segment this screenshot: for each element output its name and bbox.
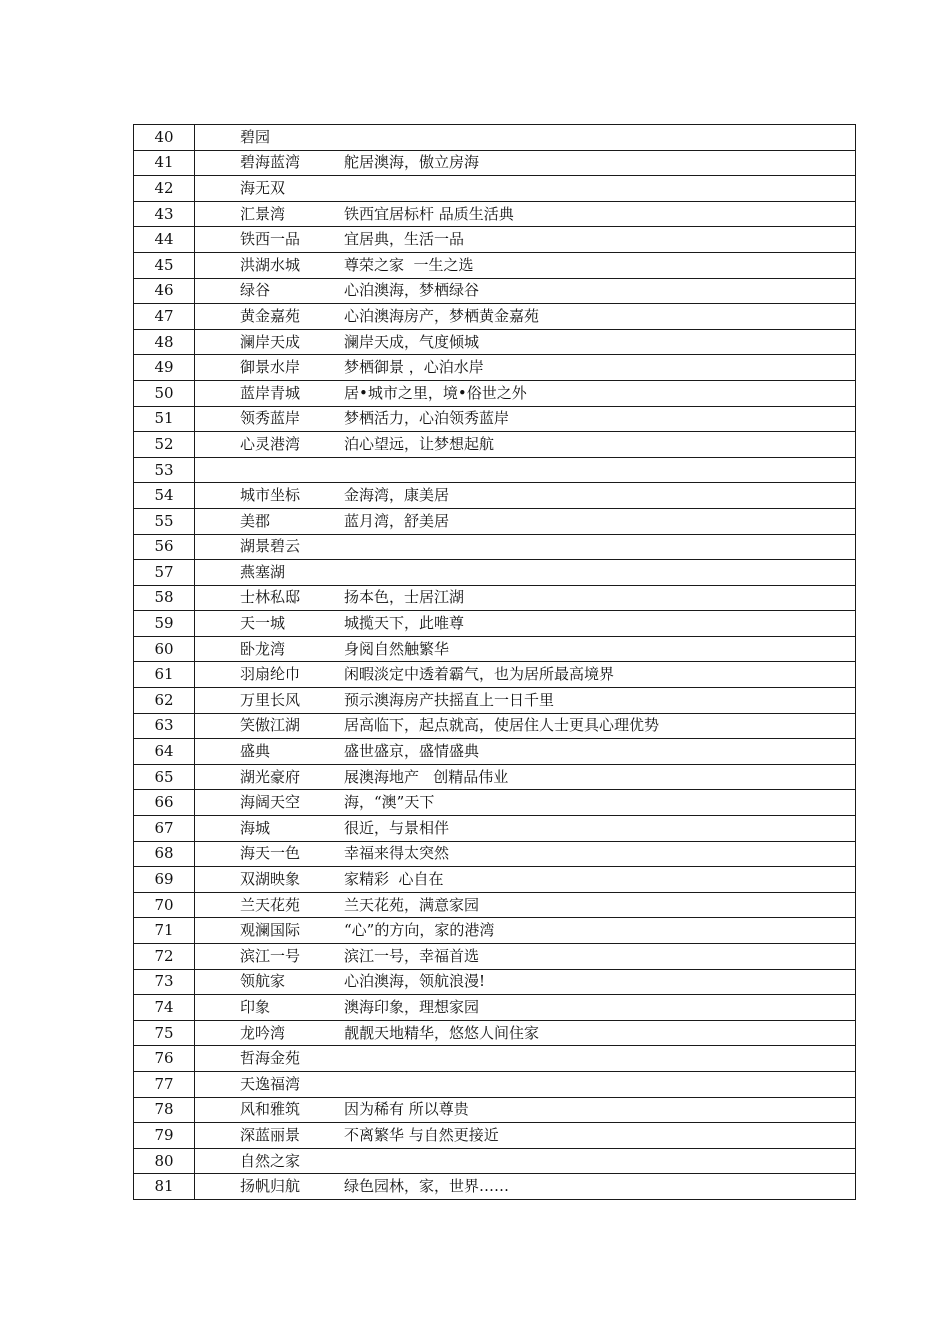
entry-cell bbox=[195, 483, 856, 509]
table-row bbox=[134, 355, 856, 381]
project-name: 湖光豪府 bbox=[240, 767, 301, 786]
project-name: 印象 bbox=[240, 997, 271, 1016]
table-row bbox=[134, 1046, 856, 1072]
table-row bbox=[134, 406, 856, 432]
project-name: 海阔天空 bbox=[240, 793, 301, 812]
project-name: 深蓝丽景 bbox=[240, 1125, 301, 1144]
table-row bbox=[134, 483, 856, 509]
entry-cell bbox=[195, 329, 856, 355]
table-row bbox=[134, 764, 856, 790]
table-row bbox=[134, 560, 856, 586]
row-number-cell: 46 bbox=[134, 278, 195, 304]
project-name: 美郡 bbox=[240, 511, 271, 530]
table-row bbox=[134, 1148, 856, 1174]
table-row bbox=[134, 304, 856, 330]
table-row bbox=[134, 636, 856, 662]
project-name: 哲海金苑 bbox=[240, 1049, 301, 1068]
project-slogan: 展澳海地产 创精品伟业 bbox=[344, 767, 509, 786]
row-number-cell: 57 bbox=[134, 560, 195, 586]
table-row bbox=[134, 713, 856, 739]
project-slogan: 靓靓天地精华，悠悠人间住家 bbox=[344, 1023, 540, 1042]
project-name: 双湖映象 bbox=[240, 870, 301, 889]
entry-cell bbox=[195, 662, 856, 688]
project-name: 汇景湾 bbox=[240, 204, 286, 223]
project-slogan: 宜居典，生活一品 bbox=[344, 230, 465, 249]
project-slogan: 幸福来得太突然 bbox=[344, 844, 450, 863]
table-row bbox=[134, 1097, 856, 1123]
entry-cell bbox=[195, 841, 856, 867]
row-number-cell: 61 bbox=[134, 662, 195, 688]
project-name: 士林私邸 bbox=[240, 588, 301, 607]
entry-cell bbox=[195, 816, 856, 842]
row-number-cell: 72 bbox=[134, 944, 195, 970]
project-slogan: 盛世盛京，盛情盛典 bbox=[344, 742, 480, 761]
entry-cell bbox=[195, 944, 856, 970]
project-name: 兰天花苑 bbox=[240, 895, 301, 914]
project-name: 心灵港湾 bbox=[240, 434, 301, 453]
entry-cell bbox=[195, 406, 856, 432]
entry-cell bbox=[195, 534, 856, 560]
entry-cell bbox=[195, 713, 856, 739]
row-number-cell: 41 bbox=[134, 150, 195, 176]
entry-cell bbox=[195, 688, 856, 714]
row-number-cell: 80 bbox=[134, 1148, 195, 1174]
table-row bbox=[134, 867, 856, 893]
project-name: 海天一色 bbox=[240, 844, 301, 863]
row-number-cell: 76 bbox=[134, 1046, 195, 1072]
entry-cell bbox=[195, 1071, 856, 1097]
entry-cell bbox=[195, 150, 856, 176]
project-name: 碧海蓝湾 bbox=[240, 153, 301, 172]
table-row bbox=[134, 662, 856, 688]
entry-cell bbox=[195, 227, 856, 253]
table-row bbox=[134, 841, 856, 867]
row-number-cell: 52 bbox=[134, 432, 195, 458]
project-name: 天逸福湾 bbox=[240, 1074, 301, 1093]
project-name: 滨江一号 bbox=[240, 946, 301, 965]
entry-cell bbox=[195, 380, 856, 406]
table-row bbox=[134, 816, 856, 842]
entry-cell bbox=[195, 1097, 856, 1123]
project-name: 铁西一品 bbox=[240, 230, 301, 249]
entry-cell bbox=[195, 1020, 856, 1046]
project-name: 碧园 bbox=[240, 127, 271, 146]
project-name: 领航家 bbox=[240, 972, 286, 991]
project-name: 澜岸天成 bbox=[240, 332, 301, 351]
table-row bbox=[134, 790, 856, 816]
project-name: 风和雅筑 bbox=[240, 1100, 301, 1119]
row-number-cell: 81 bbox=[134, 1174, 195, 1200]
entry-cell bbox=[195, 1148, 856, 1174]
project-slogan: 居•城市之里，境•俗世之外 bbox=[344, 383, 527, 402]
table-row bbox=[134, 1020, 856, 1046]
row-number-cell: 50 bbox=[134, 380, 195, 406]
project-slogan: 澳海印象，理想家园 bbox=[344, 997, 480, 1016]
project-slogan: 澜岸天成，气度倾城 bbox=[344, 332, 480, 351]
row-number-cell: 78 bbox=[134, 1097, 195, 1123]
project-name: 海城 bbox=[240, 818, 271, 837]
project-slogan: 心泊澳海，领航浪漫! bbox=[344, 972, 486, 991]
project-name: 羽扇纶巾 bbox=[240, 665, 301, 684]
project-name-table bbox=[133, 124, 856, 1200]
row-number-cell: 49 bbox=[134, 355, 195, 381]
project-slogan: 尊荣之家 一生之选 bbox=[344, 255, 474, 274]
row-number-cell: 63 bbox=[134, 713, 195, 739]
entry-cell bbox=[195, 636, 856, 662]
project-slogan: 金海湾，康美居 bbox=[344, 486, 450, 505]
table-row bbox=[134, 585, 856, 611]
project-name: 万里长风 bbox=[240, 690, 301, 709]
row-number-cell: 75 bbox=[134, 1020, 195, 1046]
entry-cell bbox=[195, 739, 856, 765]
project-name: 卧龙湾 bbox=[240, 639, 286, 658]
row-number-cell: 51 bbox=[134, 406, 195, 432]
row-number-cell: 60 bbox=[134, 636, 195, 662]
project-name: 御景水岸 bbox=[240, 358, 301, 377]
project-slogan: 预示澳海房产扶摇直上一日千里 bbox=[344, 690, 555, 709]
table-row bbox=[134, 739, 856, 765]
project-name: 盛典 bbox=[240, 742, 271, 761]
project-name: 扬帆归航 bbox=[240, 1177, 301, 1196]
row-number-cell: 58 bbox=[134, 585, 195, 611]
project-name: 燕塞湖 bbox=[240, 562, 286, 581]
project-name: 蓝岸青城 bbox=[240, 383, 301, 402]
entry-cell bbox=[195, 560, 856, 586]
table-row bbox=[134, 150, 856, 176]
project-slogan: 很近，与景相伴 bbox=[344, 818, 450, 837]
project-slogan: 城揽天下，此唯尊 bbox=[344, 614, 465, 633]
entry-cell bbox=[195, 790, 856, 816]
project-slogan: 绿色园林，家，世界…… bbox=[344, 1177, 510, 1196]
project-slogan: 海，“澳”天下 bbox=[344, 793, 435, 812]
table-row bbox=[134, 969, 856, 995]
row-number-cell: 65 bbox=[134, 764, 195, 790]
project-name: 自然之家 bbox=[240, 1151, 301, 1170]
project-name: 湖景碧云 bbox=[240, 537, 301, 556]
entry-cell bbox=[195, 764, 856, 790]
row-number-cell: 70 bbox=[134, 892, 195, 918]
table-row bbox=[134, 1071, 856, 1097]
table-row bbox=[134, 611, 856, 637]
table-body bbox=[134, 125, 856, 1200]
project-slogan: 因为稀有 所以尊贵 bbox=[344, 1100, 469, 1119]
project-slogan: 家精彩 心自在 bbox=[344, 870, 444, 889]
row-number-cell: 67 bbox=[134, 816, 195, 842]
entry-cell bbox=[195, 508, 856, 534]
row-number-cell: 62 bbox=[134, 688, 195, 714]
entry-cell bbox=[195, 1046, 856, 1072]
table-row bbox=[134, 995, 856, 1021]
row-number-cell: 53 bbox=[134, 457, 195, 483]
row-number-cell: 68 bbox=[134, 841, 195, 867]
entry-cell bbox=[195, 1123, 856, 1149]
project-name: 领秀蓝岸 bbox=[240, 409, 301, 428]
table-row bbox=[134, 944, 856, 970]
row-number-cell: 55 bbox=[134, 508, 195, 534]
project-slogan: 身阅自然触繁华 bbox=[344, 639, 450, 658]
table-row bbox=[134, 688, 856, 714]
row-number-cell: 69 bbox=[134, 867, 195, 893]
project-slogan: 兰天花苑，满意家园 bbox=[344, 895, 480, 914]
row-number-cell: 45 bbox=[134, 252, 195, 278]
project-name: 龙吟湾 bbox=[240, 1023, 286, 1042]
table-row bbox=[134, 125, 856, 151]
table-row bbox=[134, 380, 856, 406]
row-number-cell: 43 bbox=[134, 201, 195, 227]
row-number-cell: 40 bbox=[134, 125, 195, 151]
project-name: 洪湖水城 bbox=[240, 255, 301, 274]
project-slogan: 闲暇淡定中透着霸气，也为居所最高境界 bbox=[344, 665, 615, 684]
entry-cell bbox=[195, 176, 856, 202]
row-number-cell: 66 bbox=[134, 790, 195, 816]
table-row bbox=[134, 508, 856, 534]
row-number-cell: 59 bbox=[134, 611, 195, 637]
row-number-cell: 71 bbox=[134, 918, 195, 944]
project-slogan: 梦栖活力，心泊领秀蓝岸 bbox=[344, 409, 510, 428]
entry-cell bbox=[195, 1174, 856, 1200]
table-row bbox=[134, 432, 856, 458]
project-name: 观澜国际 bbox=[240, 921, 301, 940]
project-name: 绿谷 bbox=[240, 281, 271, 300]
entry-cell bbox=[195, 585, 856, 611]
project-slogan: 梦栖御景 ，心泊水岸 bbox=[344, 358, 484, 377]
project-slogan: 心泊澳海，梦栖绿谷 bbox=[344, 281, 480, 300]
entry-cell bbox=[195, 457, 856, 483]
table-row bbox=[134, 201, 856, 227]
project-name: 黄金嘉苑 bbox=[240, 306, 301, 325]
table-row bbox=[134, 457, 856, 483]
entry-cell bbox=[195, 611, 856, 637]
project-name: 天一城 bbox=[240, 614, 286, 633]
project-slogan: 居高临下，起点就高，使居住人士更具心理优势 bbox=[344, 716, 660, 735]
row-number-cell: 79 bbox=[134, 1123, 195, 1149]
row-number-cell: 77 bbox=[134, 1071, 195, 1097]
row-number-cell: 48 bbox=[134, 329, 195, 355]
row-number-cell: 47 bbox=[134, 304, 195, 330]
table-row bbox=[134, 176, 856, 202]
project-slogan: 不离繁华 与自然更接近 bbox=[344, 1125, 499, 1144]
entry-cell bbox=[195, 252, 856, 278]
project-slogan: 扬本色，士居江湖 bbox=[344, 588, 465, 607]
project-slogan: 铁西宜居标杆 品质生活典 bbox=[344, 204, 514, 223]
entry-cell bbox=[195, 201, 856, 227]
table-row bbox=[134, 1123, 856, 1149]
row-number-cell: 73 bbox=[134, 969, 195, 995]
project-slogan: 蓝月湾，舒美居 bbox=[344, 511, 450, 530]
entry-cell bbox=[195, 432, 856, 458]
table-row bbox=[134, 252, 856, 278]
table-row bbox=[134, 278, 856, 304]
row-number-cell: 56 bbox=[134, 534, 195, 560]
project-name: 城市坐标 bbox=[240, 486, 301, 505]
entry-cell bbox=[195, 867, 856, 893]
project-name: 海无双 bbox=[240, 178, 286, 197]
row-number-cell: 74 bbox=[134, 995, 195, 1021]
project-slogan: 心泊澳海房产，梦栖黄金嘉苑 bbox=[344, 306, 540, 325]
entry-cell bbox=[195, 355, 856, 381]
project-slogan: “心”的方向，家的港湾 bbox=[344, 921, 495, 940]
row-number-cell: 44 bbox=[134, 227, 195, 253]
table-row bbox=[134, 227, 856, 253]
row-number-cell: 42 bbox=[134, 176, 195, 202]
entry-cell bbox=[195, 995, 856, 1021]
entry-cell bbox=[195, 918, 856, 944]
table-row bbox=[134, 329, 856, 355]
entry-cell bbox=[195, 969, 856, 995]
table-row bbox=[134, 892, 856, 918]
entry-cell bbox=[195, 892, 856, 918]
table-row bbox=[134, 534, 856, 560]
entry-cell bbox=[195, 304, 856, 330]
project-slogan: 舵居澳海，傲立房海 bbox=[344, 153, 480, 172]
project-name: 笑傲江湖 bbox=[240, 716, 301, 735]
project-slogan: 泊心望远，让梦想起航 bbox=[344, 434, 495, 453]
table-row bbox=[134, 918, 856, 944]
entry-cell bbox=[195, 125, 856, 151]
table-row bbox=[134, 1174, 856, 1200]
entry-cell bbox=[195, 278, 856, 304]
row-number-cell: 64 bbox=[134, 739, 195, 765]
row-number-cell: 54 bbox=[134, 483, 195, 509]
project-slogan: 滨江一号，幸福首选 bbox=[344, 946, 480, 965]
